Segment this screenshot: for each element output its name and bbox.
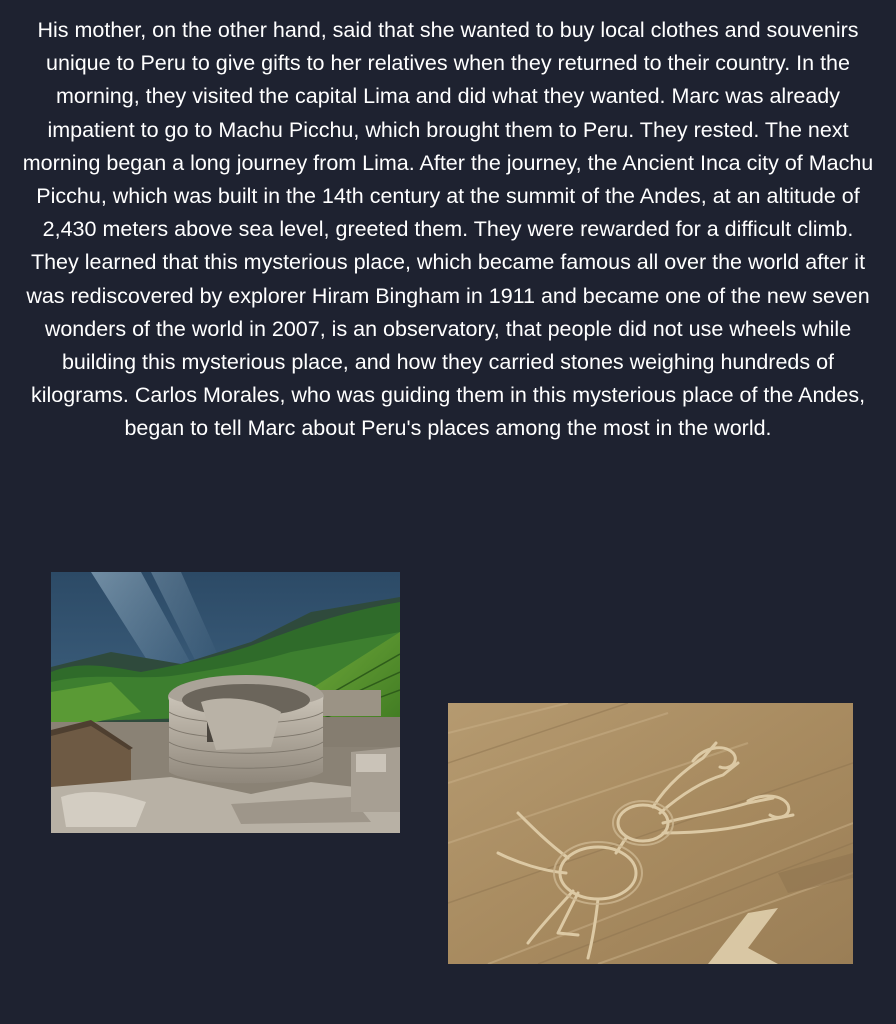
machu-picchu-temple-photo — [51, 572, 400, 833]
nazca-spider-geoglyph-photo — [448, 703, 853, 964]
story-paragraph: His mother, on the other hand, said that she wanted to buy local clothes and souvenirs unique to Peru to give gifts to her relatives when they returned to their country. In the morning, they visited the capital Lima and did what they wanted. Marc was already impatient to go to Machu Picchu, which brought them to Peru. They rested. The next morning began a long journey from Lima. After the journey, the Ancient Inca city of Machu Picchu, which was built in the 14th century at the summit of the Andes, at an altitude of 2,430 meters above sea level, greeted them. They were rewarded for a difficult climb. They learned that this mysterious place, which became famous all over the world after it was rediscovered by explorer Hiram Bingham in 1911 and became one of the new seven wonders of the world in 2007, is an observatory, that people did not use wheels while building this mysterious place, and how they carried stones weighing hundreds of kilograms. Carlos Morales, who was guiding them in this mysterious place of the Andes, began to tell Marc about Peru's places among the most in the world. — [22, 18, 874, 441]
